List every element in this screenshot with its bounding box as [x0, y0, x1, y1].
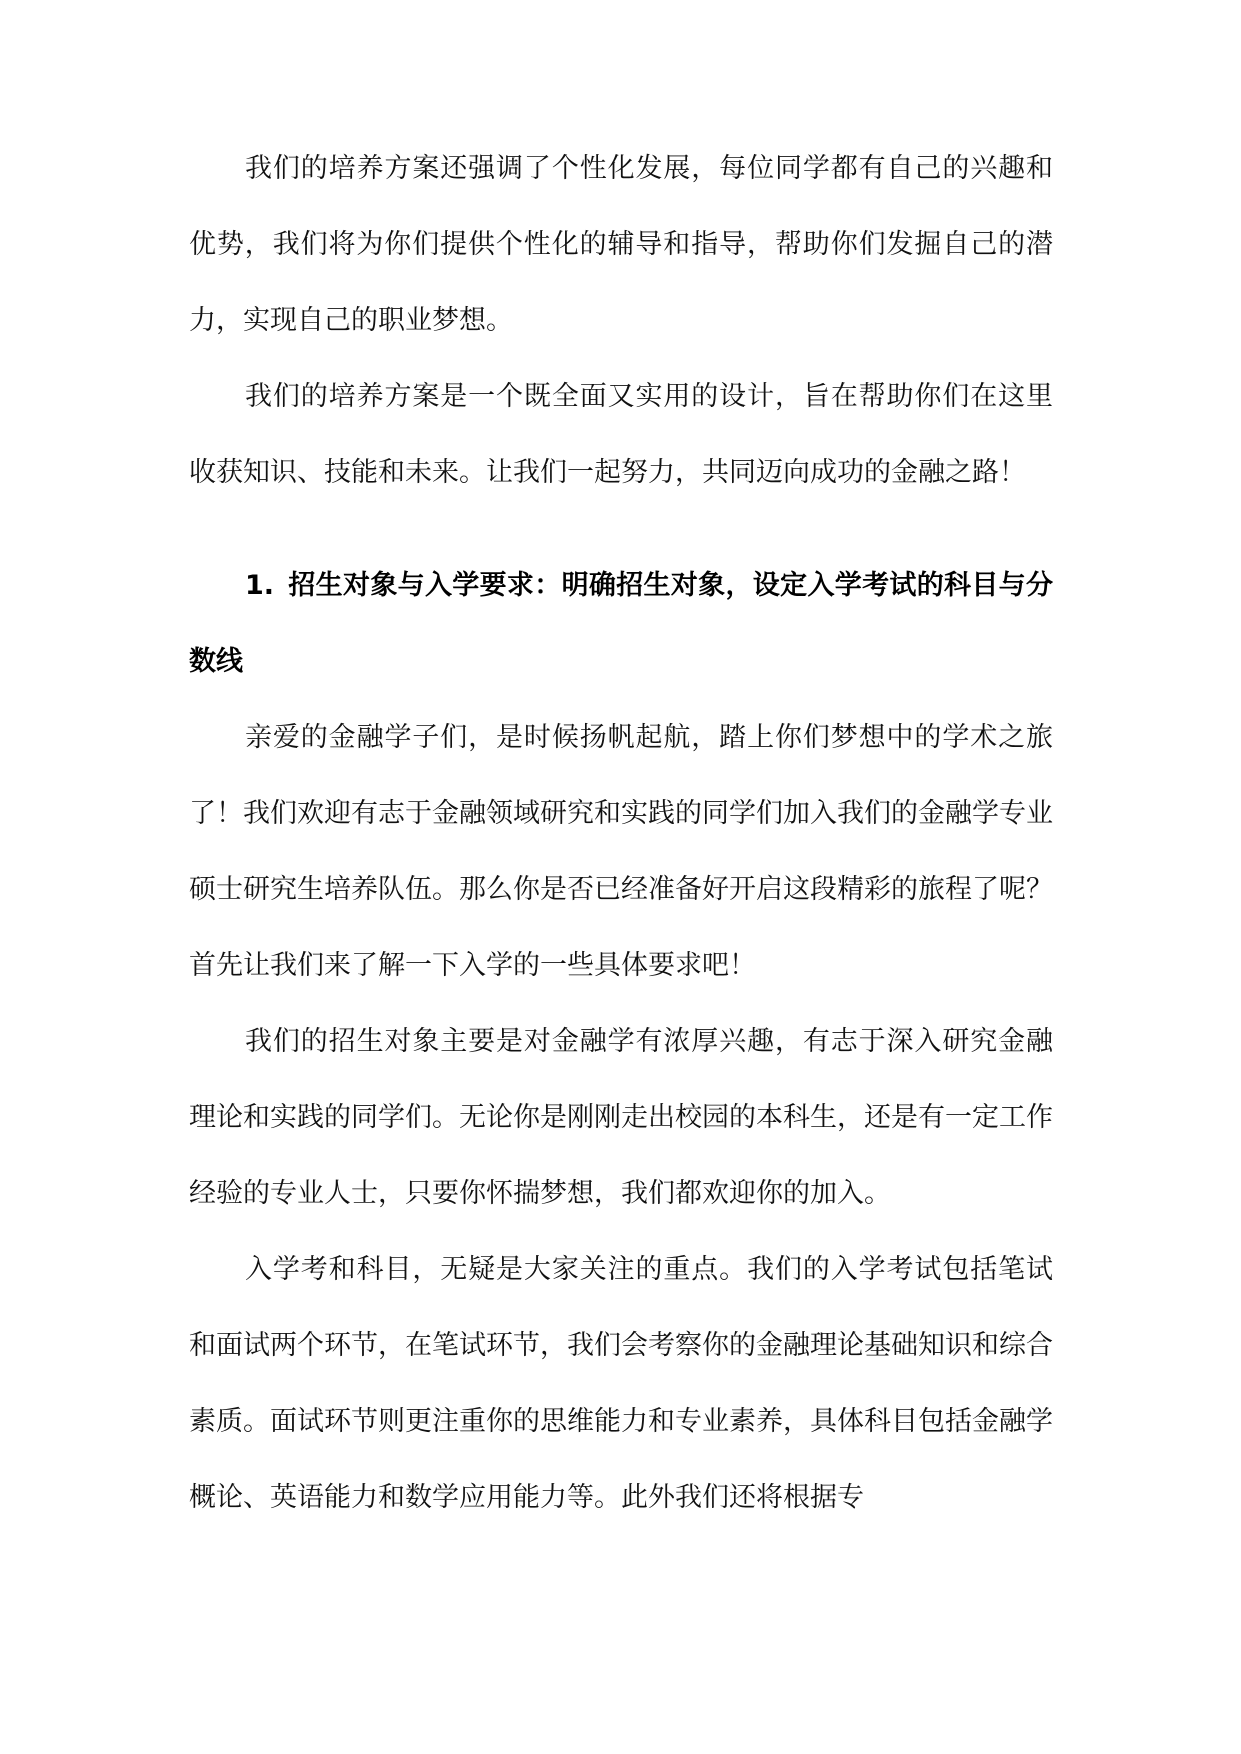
paragraph-welcome: 亲爱的金融学子们，是时候扬帆起航，踏上你们梦想中的学术之旅了！我们欢迎有志于金融领域研究和实践的同学们加入我们的金融学专业硕士研究生培养队伍。那么你是否已经准备好开启这段精彩的旅程了呢？首先让我们来了解一下入学的一些具体要求吧！	[189, 722, 1053, 981]
section-heading-number: 1.	[245, 570, 275, 601]
paragraph-personalized-development: 我们的培养方案还强调了个性化发展，每位同学都有自己的兴趣和优势，我们将为你们提供个性化的辅导和指导，帮助你们发掘自己的潜力，实现自己的职业梦想。	[189, 153, 1053, 336]
paragraph-program-summary: 我们的培养方案是一个既全面又实用的设计，旨在帮助你们在这里收获知识、技能和未来。让我们一起努力，共同迈向成功的金融之路！	[189, 381, 1053, 488]
section-heading	[189, 548, 1053, 700]
paragraph-exam-subjects: 入学考和科目，无疑是大家关注的重点。我们的入学考试包括笔试和面试两个环节，在笔试环节，我们会考察你的金融理论基础知识和综合素质。面试环节则更注重你的思维能力和专业素养，具体科目包括金融学概论、英语能力和数学应用能力等。此外我们还将根据专	[189, 1254, 1053, 1513]
section-heading-text: 招生对象与入学要求：明确招生对象，设定入学考试的科目与分数线	[189, 570, 1053, 677]
document-body	[189, 131, 1053, 1536]
paragraph-admission-target: 我们的招生对象主要是对金融学有浓厚兴趣，有志于深入研究金融理论和实践的同学们。无论你是刚刚走出校园的本科生，还是有一定工作经验的专业人士，只要你怀揣梦想，我们都欢迎你的加入。	[189, 1026, 1053, 1209]
